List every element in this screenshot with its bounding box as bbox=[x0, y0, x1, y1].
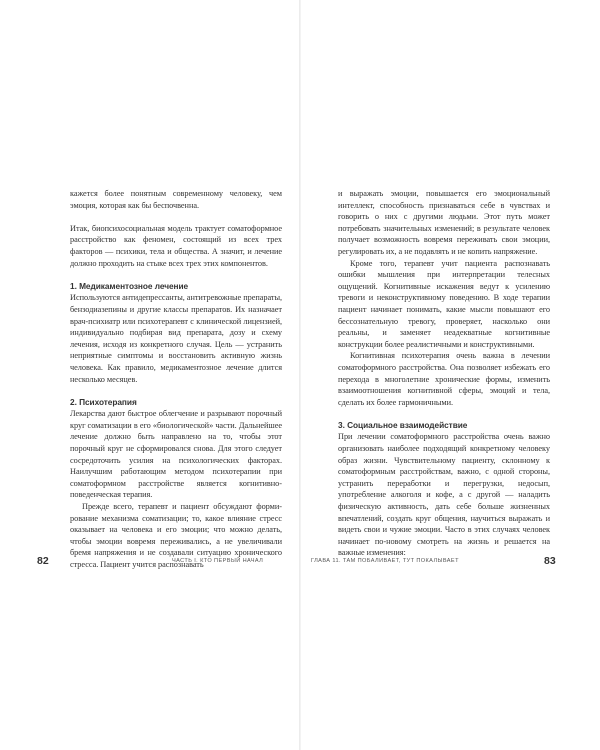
paragraph: Прежде всего, терапевт и пациент обсуждают формирование механизма соматизации; то, какое влияние стресс оказывает на человека и его эмоции; что можно делать, чтобы эмоции вовремя переживались, а не увеличивали бремя напряжения и не создавали ситуацию хронического стресса. Пациент учится распознавать bbox=[70, 502, 282, 569]
page-number-left: 82 bbox=[37, 555, 49, 567]
right-page-body bbox=[338, 188, 550, 559]
paragraph: Используются антидепрессанты, антитревожные препараты, бензодиазепины и другие классы препаратов. Их назначает врач-психиатр или психотерапевт с клинической лицензией, индивидуально подбирая вид препарата, дозу и схему лечения, исходя из конкретного случая. Цель — устранить неприятные симптомы и восстановить активную жизнь человека. Как правило, медикаментозное лечение длится несколько месяцев. bbox=[70, 293, 282, 384]
paragraph: Итак, биопсихосоциальная модель трактует соматоформное расстройство как феномен, состоящий из всех трех факторов — психики, тела и общества. А значит, и лечение должно проходить на стыке всех трех этих компонентов. bbox=[70, 223, 282, 268]
running-head-left: ЧАСТЬ I. КТО ПЕРВЫЙ НАЧАЛ bbox=[172, 558, 264, 564]
paragraph: Когнитивная психотерапия очень важна в лечении соматоформного расстройства. Она позволяет избежать его перехода в многолетние хронические формы, изменить взаимоотношения когнитивной сферы, эмоций и тела, сделать их более гармоничными. bbox=[338, 351, 550, 407]
paragraph: Кроме того, терапевт учит пациента распознавать ошибки мышления при интерпретации телесных ощущений. Когнитивные искажения ведут к усилению тревоги и неконструктивному поведению. В ходе терапии пациент начинает понимать, какие мысли повышают его бессознательную тревогу, проверяет, насколько они реальны, и заменяет неадекватные когнитивные конструкции более реалистичными и конструктивными. bbox=[338, 258, 550, 349]
paragraph: и выражать эмоции, повышается его эмоциональный интеллект, способность признаваться себе в чувствах и говорить о них с другими людьми. Этот путь может потребовать значительных изменений; в результате человек получает возможность вовремя переживать свои эмоции, регулировать их, а не подавлять и не копить напряжение. bbox=[338, 189, 550, 256]
paragraph: Лекарства дают быстрое облегчение и разрывают порочный круг соматизации в его «биологической» части. Дальнейшее лечение должно быть направлено на то, чтобы этот порочный круг не сформировался снова. Для этого следует сосредоточить усилия на психологических факторах. Наилучшим работающим методом психотерапии при соматоформном расстройстве является когнитивно-поведенческая терапия. bbox=[70, 409, 282, 500]
left-page-body bbox=[70, 188, 282, 571]
running-head-right: ГЛАВА 11. ТАМ ПОБАЛИВАЕТ, ТУТ ПОКАЛЫВАЕТ bbox=[311, 558, 459, 564]
section-heading: 3. Социальное взаимодействие bbox=[338, 419, 468, 430]
paragraph: кажется более понятным современному человеку, чем эмоция, которая как бы беспочвенна. bbox=[70, 189, 282, 210]
page-gutter bbox=[299, 0, 301, 750]
paragraph: При лечении соматоформного расстройства очень важно организовать наиболее подходящий конкретному человеку образ жизни. Чувствительному пациенту, склонному к соматоформным расстройствам, важно, с одной стороны, устранить переработки и перегрузки, недосып, употребление алкоголя и кофе, а с другой — наладить физическую активность, дать себе больше жизненных впечатлений, создать круг общения, научиться выражать и видеть свои и чужие эмоции. Часто в этих случаях человек начинает по-новому смотреть на жизнь и решается на важные изменения: bbox=[338, 432, 550, 558]
section-heading: 2. Психотерапия bbox=[70, 396, 137, 407]
section-heading: 1. Медикаментозное лечение bbox=[70, 280, 189, 291]
page-number-right: 83 bbox=[544, 555, 556, 567]
